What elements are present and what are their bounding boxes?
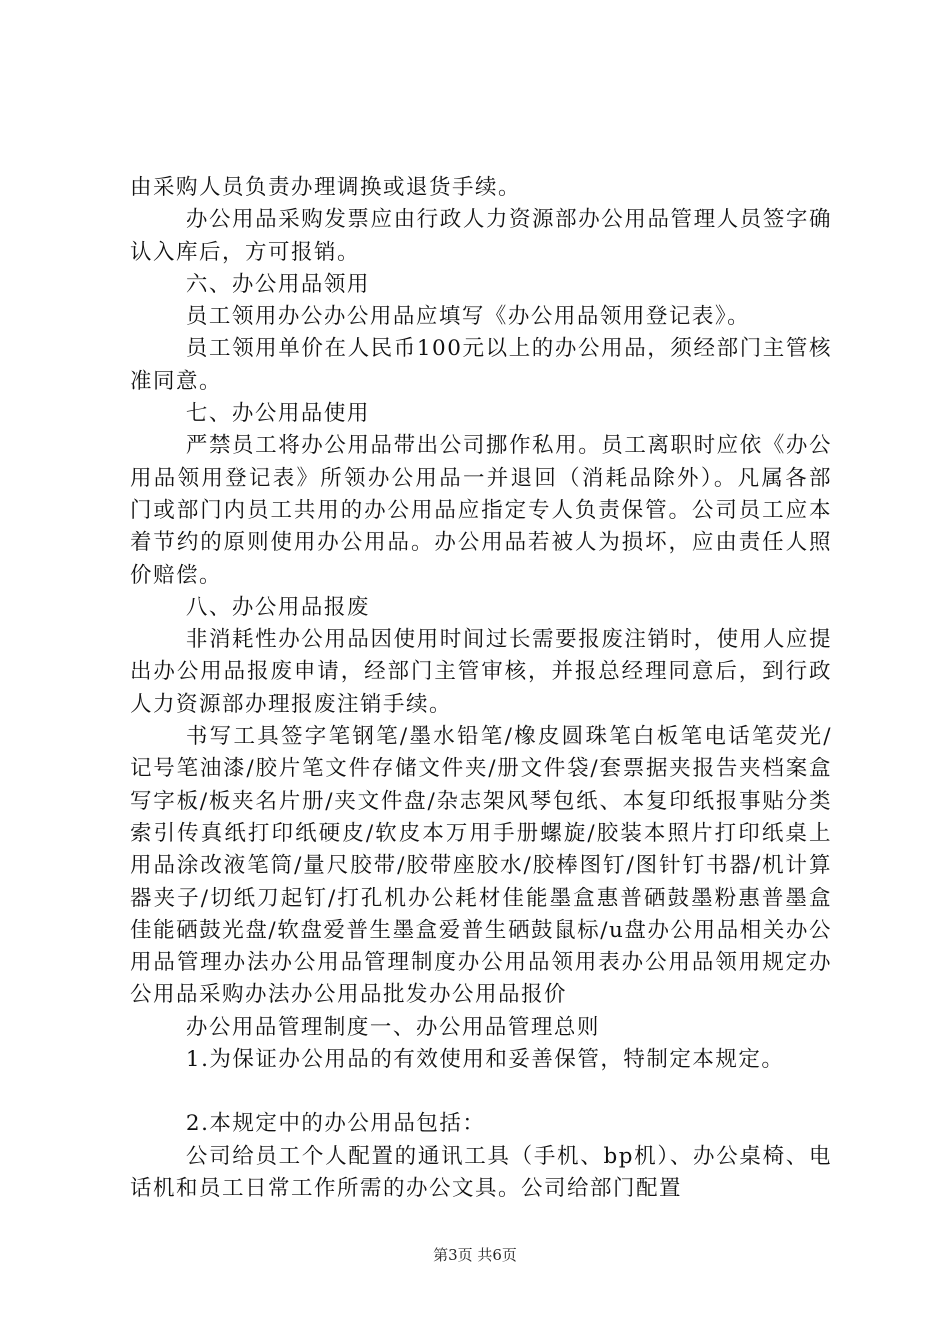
section-heading: 八、办公用品报废 — [185, 594, 370, 620]
paragraph: 非消耗性办公用品因使用时间过长需要报废注销时，使用人应提出办公用品报废申请，经部门主管审核，并报总经理同意后，到行政人力资源部办理报废注销手续。 — [130, 627, 832, 717]
section-heading: 七、办公用品使用 — [185, 401, 370, 427]
paragraph: 1.为保证办公用品的有效使用和妥善保管，特制定本规定。 — [185, 1047, 785, 1073]
paragraph: 办公用品采购发票应由行政人力资源部办公用品管理人员签字确认入库后，方可报销。 — [130, 207, 832, 265]
paragraph: 严禁员工将办公用品带出公司挪作私用。员工离职时应依《办公用品领用登记表》所领办公用品一并退回（消耗品除外）。凡属各部门或部门内员工共用的办公用品应指定专人负责保管。公司员工应本着节约的原则使用办公用品。办公用品若被人为损坏，应由责任人照价赔偿。 — [130, 433, 832, 588]
paragraph: 2.本规定中的办公用品包括： — [185, 1111, 486, 1137]
blank-line — [130, 1076, 832, 1108]
paragraph: 员工领用单价在人民币100元以上的办公用品，须经部门主管核准同意。 — [130, 336, 832, 394]
paragraph: 书写工具签字笔钢笔/墨水铅笔/橡皮圆珠笔白板笔电话笔荧光/记号笔油漆/胶片笔文件存储文件夹/册文件袋/套票据夹报告夹档案盒写字板/板夹名片册/夹文件盘/杂志架风琴包纸、本复印纸报事贴分类索引传真纸打印纸硬皮/软皮本万用手册螺旋/胶装本照片打印纸桌上用品涂改液笔筒/量尺胶带/胶带座胶水/胶棒图钉/图针钉书器/机计算器夹子/切纸刀起钉/打孔机办公耗材佳能墨盒惠普硒鼓墨粉惠普墨盒佳能硒鼓光盘/软盘爱普生墨盒爱普生硒鼓鼠标/u盘办公用品相关办公用品管理办法办公用品管理制度办公用品领用表办公用品领用规定办公用品采购办法办公用品批发办公用品报价 — [130, 724, 832, 1008]
paragraph: 由采购人员负责办理调换或退货手续。 — [130, 175, 522, 200]
paragraph: 员工领用办公办公用品应填写《办公用品领用登记表》。 — [185, 304, 751, 330]
paragraph: 公司给员工个人配置的通讯工具（手机、bp机）、办公桌椅、电话机和员工日常工作所需的办公文具。公司给部门配置 — [130, 1143, 832, 1201]
document-body — [130, 172, 832, 1205]
section-heading: 六、办公用品领用 — [185, 271, 370, 297]
paragraph: 办公用品管理制度一、办公用品管理总则 — [185, 1014, 600, 1040]
page-footer: 第3页 共6页 — [433, 1246, 517, 1264]
